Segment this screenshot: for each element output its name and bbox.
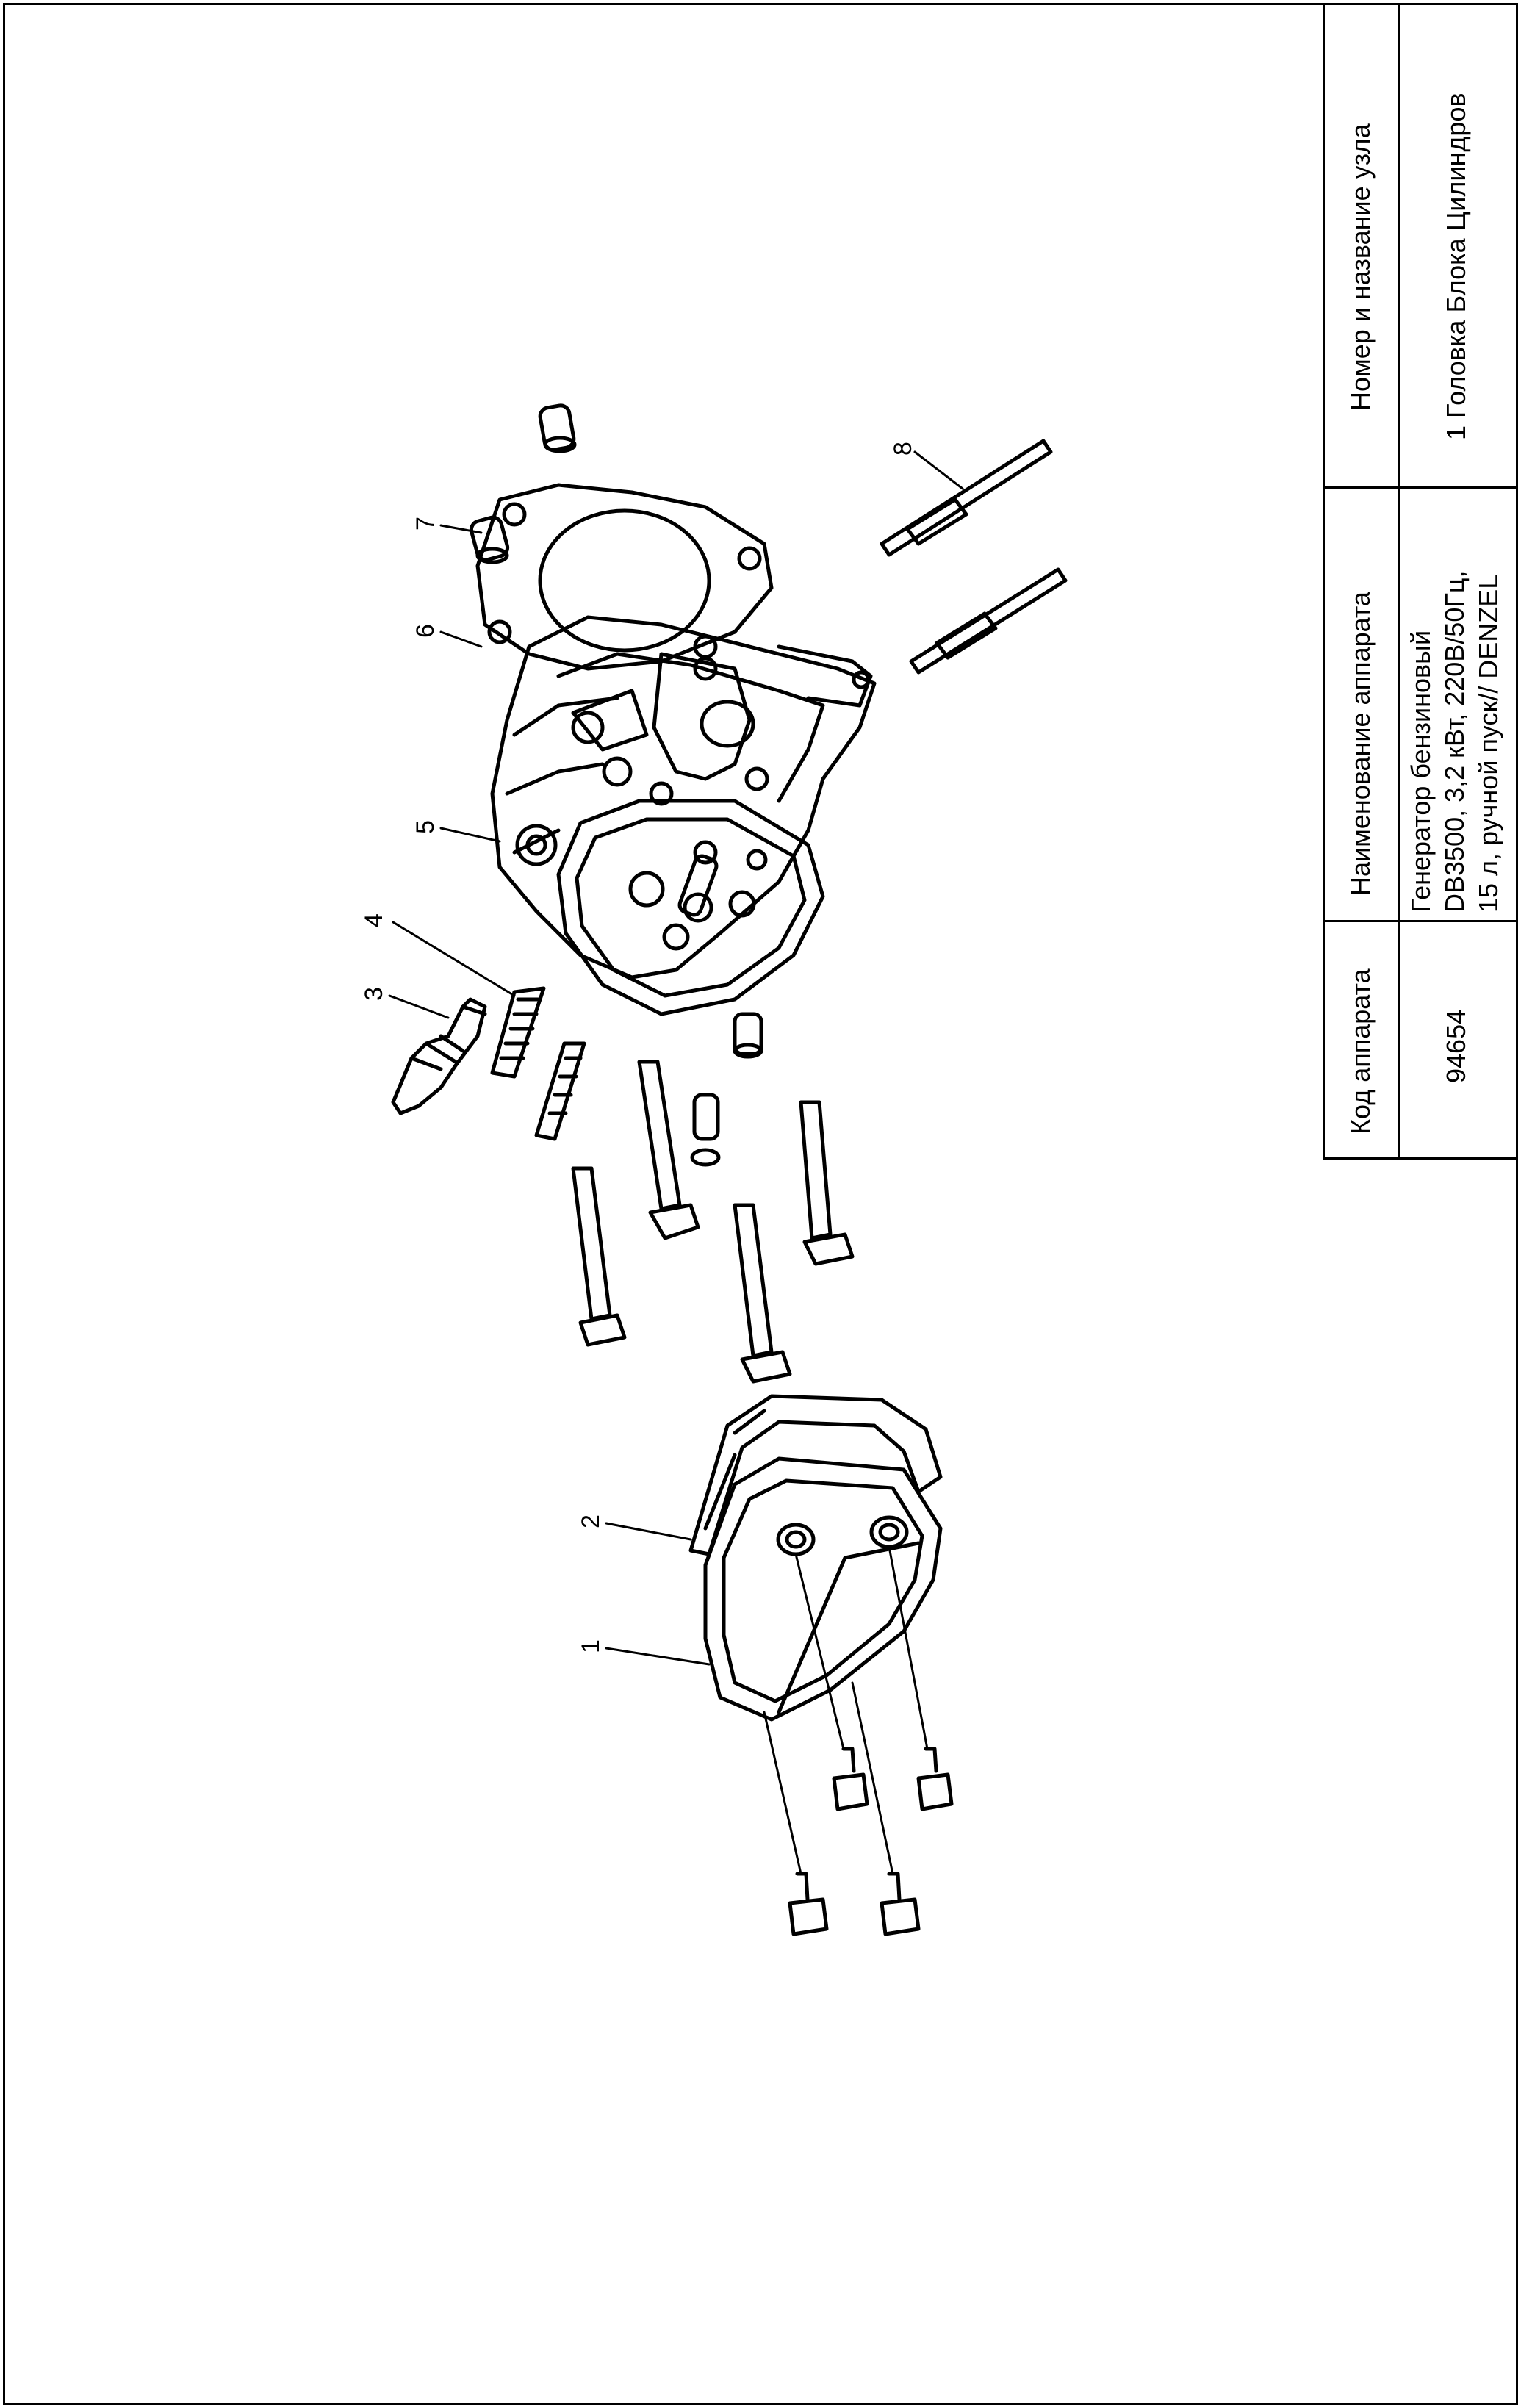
rocker-cover-gasket [691, 1396, 941, 1554]
title-block-row-divider-1 [1323, 920, 1518, 922]
title-block-row-divider-2 [1323, 486, 1518, 489]
dowel-pins [470, 404, 761, 1057]
unit-name: 1 Головка Блока Цилиндров [1441, 93, 1471, 440]
callout-6: 6 [411, 624, 439, 638]
title-block-bottom-border [1323, 1157, 1518, 1160]
header-device: Наименование аппарата [1345, 592, 1376, 896]
callout-8: 8 [889, 442, 917, 456]
title-block-header-divider [1398, 3, 1400, 1160]
cylinder-head [492, 617, 874, 1014]
callout-5: 5 [411, 820, 439, 834]
head-bolts [573, 1062, 852, 1381]
cover-bolts [790, 1749, 952, 1934]
callout-4: 4 [360, 913, 388, 927]
title-block [1323, 3, 1518, 1160]
callout-2: 2 [577, 1514, 605, 1528]
device-name-line-3: 15 л, ручной пуск// DENZEL [1473, 574, 1503, 913]
title-block-left-border [1323, 3, 1325, 1160]
long-studs [882, 441, 1065, 672]
device-name-line-2: DB3500, 3,2 кВт, 220В/50Гц, [1439, 570, 1470, 913]
callout-1: 1 [577, 1639, 605, 1653]
studs [492, 988, 584, 1139]
callout-7: 7 [411, 517, 439, 531]
header-unit: Номер и название узла [1345, 123, 1376, 411]
spark-plug [393, 999, 485, 1113]
device-name-line-1: Генератор бензиновый [1406, 630, 1436, 913]
device-code: 94654 [1441, 1009, 1471, 1083]
header-code: Код аппарата [1345, 968, 1376, 1135]
callout-3: 3 [360, 987, 388, 1001]
rocker-cover [705, 1459, 941, 1719]
